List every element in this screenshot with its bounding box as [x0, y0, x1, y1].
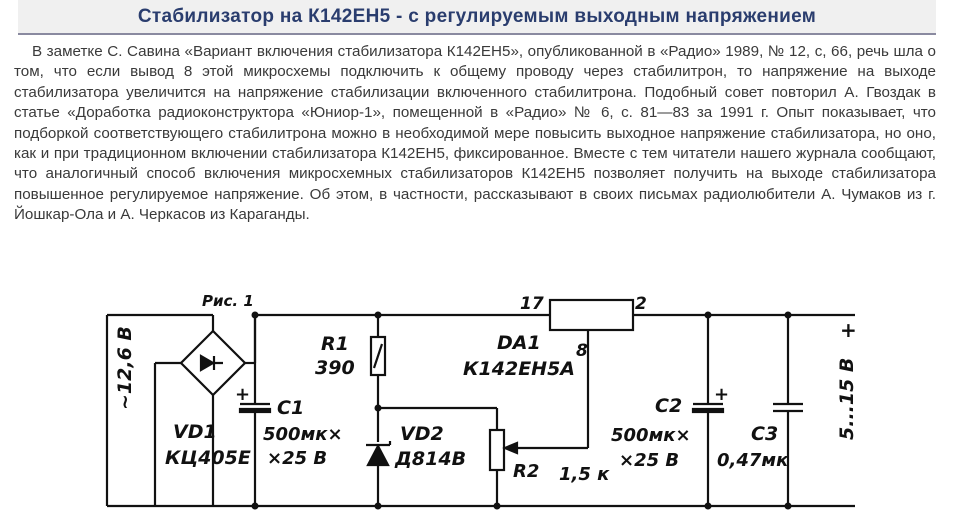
page-title: Стабилизатор на К142ЕН5 - с регулируемым выходным напряжением [137, 5, 817, 27]
pin-8-label: 8 [576, 341, 588, 361]
junction-2 [375, 312, 382, 319]
vd2-triangle [368, 446, 388, 465]
r2-ref: R2 [513, 461, 540, 482]
junction-8 [705, 503, 712, 510]
r1-slash [374, 344, 382, 368]
junction-4 [375, 503, 382, 510]
input-voltage-label: ~12,6 В [114, 326, 136, 410]
r1-ref: R1 [321, 333, 349, 355]
fig-label: Рис. 1 [202, 292, 254, 310]
r1-value: 390 [315, 357, 355, 379]
junction-7 [785, 312, 792, 319]
r2-body [490, 430, 504, 470]
c2-ref: C2 [655, 395, 683, 417]
title-bar [18, 0, 936, 35]
circuit-schematic [95, 280, 955, 521]
da1-type: К142ЕН5А [463, 358, 575, 380]
vd2-type: Д814В [395, 448, 467, 470]
c3-ref: C3 [751, 423, 779, 445]
c2-voltage: ×25 В [619, 450, 680, 471]
pin-17-label: 17 [520, 294, 544, 314]
junction-5 [494, 503, 501, 510]
c2-value: 500мк× [611, 425, 691, 446]
c1-value: 500мк× [263, 424, 343, 445]
c1-voltage: ×25 В [267, 448, 328, 469]
c1-plate-bottom [240, 409, 270, 412]
da1-ref: DA1 [497, 332, 541, 354]
output-plus: + [840, 318, 857, 342]
bridge-diode-triangle [201, 356, 213, 370]
junction-9 [785, 503, 792, 510]
c2-plate-bottom [693, 409, 723, 412]
article-paragraph: В заметке С. Савина «Вариант включения стабилизатора К142ЕН5», опубликованной в «Радио» 1989, № 12, с, 66, речь шла о том, что если вывод 8 этой микросхемы подключить к общему проводу через стабилитрон, то напряжение на выходе стабилизатора увеличится на напряжение стабилизации включенного стабилитрона. Подобный совет повторил А. Гвоздак в статье «Доработка радиоконструктора «Юниор-1», помещенной в «Радио» № 6, с. 81—83 за 1991 г. Опыт показывает, что подборкой соответствующего стабилитрона можно в необходимой мере повысить выходное напряжение стабилизатора, но оно, как и при традиционном включении стабилизатора К142ЕН5, фиксированное. Вместе с тем читатели нашего журнала сообщают, что аналогичный способ включения микросхемных стабилизаторов К142ЕН5 позволяет получить на выходе стабилизатора повышенное регулируемое напряжение. Об этом, в частности, рассказывают в своих письмах радиолюбители А. Чумаков из г. Йошкар-Ола и А. Черкасов из Караганды. [14, 43, 936, 224]
pin-2-label: 2 [635, 294, 647, 314]
vd2-ref: VD2 [400, 423, 444, 445]
c2-plus: + [714, 384, 730, 405]
r2-wiper-arrow [505, 443, 517, 453]
output-voltage-label: 5...15 В [836, 357, 858, 440]
c3-value: 0,47мк [717, 450, 789, 471]
da1-body [550, 300, 633, 330]
c1-ref: C1 [277, 397, 305, 419]
vd1-ref: VD1 [173, 421, 217, 443]
r2-value: 1,5 к [559, 464, 610, 485]
junction-3 [252, 503, 259, 510]
c1-plus: + [235, 384, 251, 405]
junction-6 [705, 312, 712, 319]
vd1-type: КЦ405Е [165, 447, 251, 469]
junction-1 [252, 312, 259, 319]
